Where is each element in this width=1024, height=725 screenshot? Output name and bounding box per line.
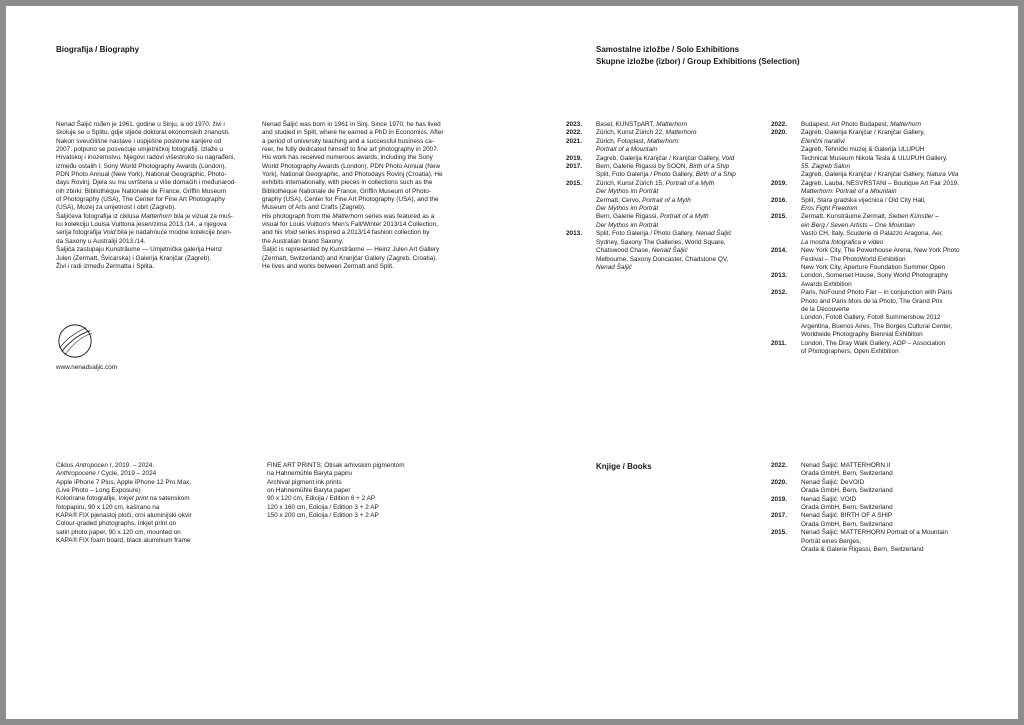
entry-line: de la Découverte (801, 305, 850, 313)
group-entry (771, 289, 1001, 339)
group-entry (771, 129, 1001, 179)
biography-english-line: Nenad Šaljić was born in 1961 in Sinj. Since 1970, he has lived (262, 121, 441, 128)
entry-line: Vasto CH, Italy, Scuderie di Palazzo Aragona, Aer, (801, 230, 944, 238)
biography-croatian-line: ku kolekciju Louisa Vuittona jesen/zima 2013./14., a njegova (56, 221, 227, 229)
year-label: 2022. (771, 121, 787, 128)
biography-english-line: visual for Louis Vuitton's Men's Fall/Winter 2013/14 Collection, (262, 221, 438, 229)
entry-line: Festival – The PhotoWorld Exhibition (801, 255, 906, 263)
entry-line: Orada GmbH, Bern, Switzerland (801, 487, 893, 495)
group-entry (771, 247, 1001, 272)
year-label: 2020. (771, 129, 787, 137)
biography-croatian-line: (USA), Muzej za umjetnost i obrt (Zagreb). (56, 204, 177, 212)
fine-art-prints-line: 150 x 200 cm, Edicija / Edition 3 + 2 AP (267, 512, 379, 520)
group-exhibitions-heading: Skupne izložbe (izbor) / Group Exhibitions (Selection) (596, 57, 800, 66)
biography-croatian-line: of Photography (USA), The Center for Fine Art Photography (56, 196, 225, 204)
group-exhibitions-list (771, 121, 1001, 356)
biography-croatian-line: Hrvatskoj i inozemstvu. Njegovi radovi višestruko su nagrađeni, (56, 154, 236, 162)
biography-english-line: His work has received numerous awards, including the Sony (262, 154, 433, 162)
biography-heading: Biografija / Biography (56, 45, 140, 54)
entry-line: Zagreb, Tehnički muzej & Galerija ULUPUH (801, 146, 925, 154)
biography-english-line: York), National Geographic, and Photodays Rovinj (Croatia). He (262, 171, 443, 179)
entry-line: Zürich, Kunst Zürich 22, Matterhorn (596, 129, 697, 137)
cycle-caption-line: (Live Photo – Long Exposure) (56, 487, 141, 495)
biography-english-line: He lives and works between Zermatt and Split. (262, 262, 394, 270)
entry-line: New York City, The Powerhouse Arena, New York Photo (801, 247, 960, 255)
entry-line: Orada GmbH, Bern, Switzerland (801, 504, 893, 512)
entry-line: Nenad Šaljić: BIRTH OF A SHIP (801, 512, 893, 520)
year-label: 2020. (771, 478, 787, 486)
year-label: 2015. (771, 213, 787, 221)
entry-line: Split, Foto Galerija / Photo Gallery, Birth of a Ship (596, 171, 736, 179)
entry-line: Orada GmbH, Bern, Switzerland (801, 520, 893, 528)
year-label: 2016. (771, 196, 787, 204)
books-list (771, 462, 1001, 554)
entry-line: Zürich, Fotoplast, Matterhorn: (596, 137, 680, 145)
entry-line: ein Berg / Seven Artists – One Mountain (801, 221, 915, 229)
entry-line: Zagreb, Lauba, NESVRSTANI – Boutique Art Fair 2019, (801, 179, 959, 187)
entry-line: Split, Foto Galerija / Photo Gallery, Nenad Šaljić (596, 230, 732, 238)
entry-line: Zermatt, Kunsträume Zermatt, Sieben Künstler – (801, 213, 939, 221)
cycle-caption-line: KAPA® FIX pjenastoj ploči, crni aluminijski okvir (56, 512, 192, 520)
biography-croatian-line: Šaljića zastupaju Kunsträume — Umjetnička galerija Heinz (56, 246, 223, 254)
entry-line: Chatswood Chase, Nenad Šaljić (596, 247, 688, 255)
fine-art-prints (267, 462, 467, 520)
year-label: 2013. (566, 230, 582, 238)
books-entry (771, 529, 1001, 554)
year-label: 2023. (566, 121, 582, 128)
biography-croatian-line: školuje se u Splitu, gdje stječe doktorat ekonomskih znanosti. (56, 129, 230, 137)
cycle-caption-line: fotopapiru, 90 x 120 cm, kaširano na (56, 503, 160, 511)
biography-croatian-line: Nenad Šaljić rođen je 1961. godine u Sinju, a od 1970. živi i (56, 121, 225, 128)
biography-croatian-line: days Rovinj. Djela su mu uvrštena u više domaćih i međunarod- (56, 179, 237, 187)
biography-croatian-line: Šaljićeva fotografija iz ciklusa Matterhorn bila je vizual za muš- (56, 212, 233, 220)
fine-art-prints-line: FINE ART PRINTS: Otisak arhivskim pigmentom (267, 462, 405, 469)
year-label: 2017. (771, 512, 787, 520)
fine-art-prints-line: na Hahnemühle Baryta papiru (267, 470, 352, 478)
fine-art-prints-line: 120 x 160 cm, Edicija / Edition 3 + 2 AP (267, 503, 379, 511)
group-entry (771, 340, 1001, 357)
entry-line: London, The Dray Walk Gallery, AOP – Association (801, 339, 946, 347)
entry-line: Bern, Galerie Rigassi by SOON, Birth of a Ship (596, 163, 730, 171)
entry-line: Zagreb, Galerija Kranjčar / Kranjčar Gallery, Void (596, 154, 735, 162)
entry-line: Bern, Galerie Rigassi, Portrait of a Myth (596, 213, 709, 221)
website-link[interactable]: www.nenadsaljic.com (56, 364, 118, 371)
entry-line: Awards Exhibition (801, 280, 852, 288)
document-page (6, 6, 1018, 719)
solo-entry (566, 138, 771, 155)
group-entry (771, 272, 1001, 289)
biography-croatian-line: Julen (Zermatt, Švicarska) i Galerija Kranjčar (Zagreb). (56, 254, 212, 262)
entry-line: Der Mythos im Porträt (596, 221, 659, 229)
year-label: 2019. (771, 495, 787, 503)
entry-line: Zürich, Kunst Zürich 15, Portrait of a Myth (596, 179, 715, 187)
group-entry (771, 180, 1001, 197)
year-label: 2022. (566, 129, 582, 137)
group-entry (771, 213, 1001, 247)
entry-line: La mostra fotografica e video (801, 238, 884, 246)
solo-entry (566, 230, 771, 272)
entry-line: Basel, KUNSTpART, Matterhorn (596, 121, 688, 128)
entry-line: Zermatt, Cervo, Portrait of a Myth (596, 196, 691, 204)
signature-logo-icon (56, 322, 94, 360)
year-label: 2015. (771, 529, 787, 537)
entry-line: Nenad Šaljić: DeVOID (801, 478, 865, 486)
biography-croatian (56, 121, 256, 271)
entry-line: Der Mythos im Porträt (596, 188, 659, 196)
solo-entry (566, 155, 771, 163)
solo-entry (566, 129, 771, 137)
biography-croatian-line: serija fotografija Void bila je nadahnuće modne kolekcije bren- (56, 229, 232, 237)
biography-croatian-line: da Saxony u Australiji 2013./14. (56, 237, 146, 245)
solo-entry (566, 163, 771, 180)
biography-english-line: graphy (USA), Center for Fine Art Photography (USA), and the (262, 196, 439, 204)
group-entry (771, 121, 1001, 129)
biography-english-line: the Australian brand Saxony. (262, 237, 344, 245)
entry-line: Eterični narativi (801, 137, 845, 145)
year-label: 2022. (771, 462, 787, 469)
biography-english-line: exhibits internationally, with pieces in collections such as the (262, 179, 433, 187)
cycle-caption-line: Anthropocene / Cycle, 2019 – 2024 (56, 470, 157, 478)
biography-croatian-line: 2007. potpuno se posvećuje umjetničkoj fotografiji. Izlaže u (56, 146, 223, 154)
books-entry (771, 512, 1001, 529)
books-entry (771, 496, 1001, 513)
year-label: 2021. (566, 137, 582, 145)
biography-english-line: World Photography Awards (London), PDN Photo Annual (New (262, 162, 441, 170)
entry-line: Orada GmbH, Bern, Switzerland (801, 470, 893, 478)
biography-english-line: (Zermatt, Switzerland) and Kranjčar Gallery (Zagreb, Croatia). (262, 254, 438, 262)
entry-line: Argentina, Buenos Aires, The Borges Cultural Center, (801, 322, 953, 330)
year-label: 2014. (771, 247, 787, 255)
year-label: 2017. (566, 163, 582, 171)
entry-line: Zagreb, Galerija Kranjčar / Kranjčar Gallery, Natura Vita (801, 171, 959, 179)
entry-line: Nenad Šaljić: MATTERHORN Portrait of a Mountain (801, 529, 948, 537)
books-entry (771, 479, 1001, 496)
year-label: 2019. (771, 179, 787, 187)
fine-art-prints-line: on Hahnemühle Baryta paper (267, 487, 351, 495)
solo-exhibitions-list (566, 121, 771, 272)
entry-line: Portrait of a Mountain (596, 146, 658, 154)
solo-entry (566, 121, 771, 129)
cycle-caption-line: Colour-graded photographs, Inkjet print on (56, 520, 177, 528)
biography-croatian-line: nih zbirki: Bibliothèque Nationale de France, Griffin Museum (56, 187, 227, 195)
biography-english-line: Bibliothèque Nationale de France, Griffin Museum of Photo- (262, 187, 431, 195)
books-heading: Knjige / Books (596, 462, 652, 471)
entry-line: 55. Zagreb Salon (801, 163, 851, 171)
cycle-caption (56, 462, 256, 545)
biography-croatian-line: Nakon sveučilišne nastave i uspješne poslovne karijere od (56, 137, 222, 145)
year-label: 2013. (771, 272, 787, 280)
biography-english-line: and his Void series inspired a 2013/14 fashion collection by (262, 229, 430, 237)
biography-croatian-line: Živi i radi između Zermatta i Splita. (56, 262, 155, 270)
biography-croatian-line: između ostalih i: Sony World Photography Awards (London), (56, 162, 227, 170)
cycle-caption-line: Ciklus Antropocen I, 2019. – 2024. (56, 462, 155, 469)
entry-line: Nenad Šaljić: VOID (801, 495, 857, 503)
entry-line: Der Mythos im Porträt (596, 205, 659, 213)
entry-line: Orada & Galerie Rigassi, Bern, Switzerland (801, 546, 924, 554)
fine-art-prints-line: 90 x 120 cm, Edicija / Edition 6 + 2 AP (267, 495, 376, 503)
entry-line: London, Somerset House, Sony World Photography (801, 272, 948, 280)
cycle-caption-line: satin photo paper, 90 x 120 cm, mounted on (56, 528, 181, 536)
biography-english-line: and studied in Split, where he earned a PhD in Economics. After (262, 129, 444, 137)
entry-line: Budapest, Art Photo Budapest, Matterhorn (801, 121, 922, 128)
entry-line: Porträt eines Berges, (801, 537, 862, 545)
entry-line: Nenad Šaljić (596, 263, 632, 271)
entry-line: of Photographers, Open Exhibition (801, 347, 899, 355)
year-label: 2019. (566, 154, 582, 162)
entry-line: London, Foto8 Gallery, Foto8 Summershow 2012 (801, 314, 941, 322)
biography-croatian-line: PDN Photo Annual (New York), National Geographic, Photo- (56, 171, 227, 179)
biography-english-line: a period of university teaching and a successful business ca- (262, 137, 434, 145)
entry-line: Matterhorn: Portrait of a Mountain (801, 188, 897, 196)
biography-english-line: reer, he fully dedicated himself to fine art photography in 2007. (262, 146, 439, 154)
biography-english-line: Museum of Arts and Crafts (Zagreb). (262, 204, 366, 212)
entry-line: New York City, Aperture Foundation Summer Open (801, 263, 946, 271)
cycle-caption-line: Apple iPhone 7 Plus, Apple iPhone 12 Pro Max, (56, 478, 192, 486)
year-label: 2012. (771, 289, 787, 297)
fine-art-prints-line: Archival pigment ink prints (267, 478, 342, 486)
entry-line: Zagreb, Galerija Kranjčar / Kranjčar Gallery, (801, 129, 925, 137)
entry-line: Nenad Šaljić: MATTERHORN II (801, 462, 891, 469)
entry-line: Split, Stara gradska vijećnica / Old City Hall, (801, 196, 926, 204)
cycle-caption-line: Kolorirane fotografije, Inkjet print na satenskom (56, 495, 190, 503)
entry-line: Worldwide Photography Biennial Exhibition (801, 331, 923, 339)
entry-line: Photo and Paris Mois de la Photo, The Grand Prix (801, 297, 943, 305)
cycle-caption-line: KAPA® FIX foam board, black aluminium frame (56, 537, 191, 545)
year-label: 2011. (771, 339, 787, 347)
entry-line: Melbourne, Saxony Doncaster, Chadstone QV, (596, 255, 729, 263)
entry-line: Paris, NoFound Photo Fair – in conjunction with Paris (801, 289, 953, 297)
entry-line: Eros Fight Freedom (801, 205, 858, 213)
group-entry (771, 197, 1001, 214)
books-entry (771, 462, 1001, 479)
entry-line: Sydney, Saxony The Galleries, World Square, (596, 238, 726, 246)
solo-exhibitions-heading: Samostalne izložbe / Solo Exhibitions (596, 45, 740, 54)
biography-english-line: His photograph from the Matterhorn series was featured as a (262, 212, 435, 220)
solo-entry (566, 180, 771, 230)
biography-english-line: Šaljić is represented by Kunsträume — Heinz Julen Art Gallery (262, 246, 440, 254)
year-label: 2015. (566, 179, 582, 187)
entry-line: Technical Museum Nikola Tesla & ULUPUH Gallery, (801, 154, 948, 162)
biography-english (262, 121, 467, 271)
